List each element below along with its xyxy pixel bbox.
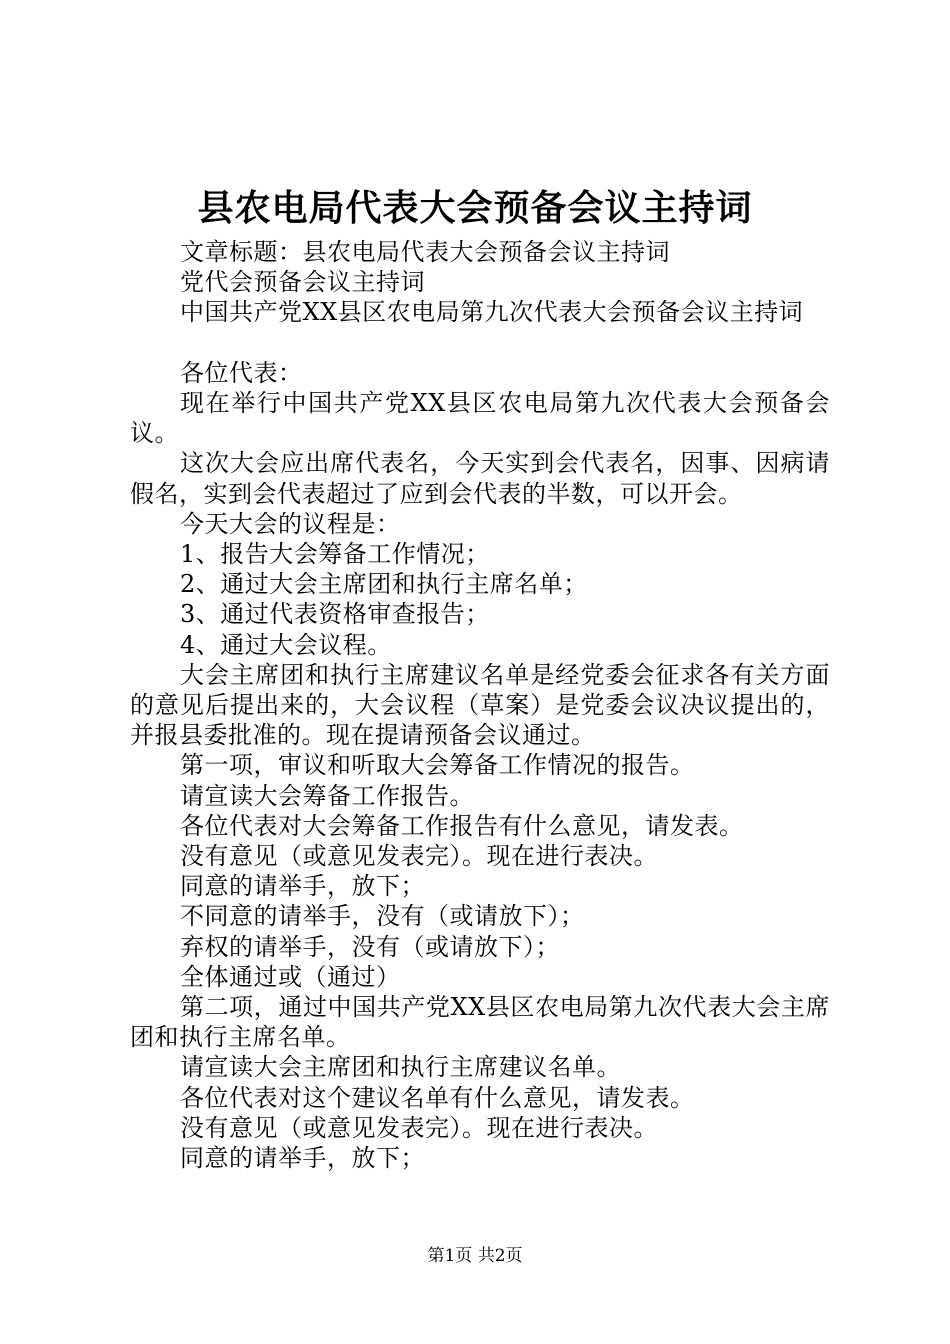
paragraph-full-title: 中国共产党XX县区农电局第九次代表大会预备会议主持词 — [180, 298, 804, 327]
agenda-item: 3、通过代表资格审查报告； — [180, 600, 490, 629]
paragraph: 请宣读大会筹备工作报告。 — [180, 781, 474, 810]
paragraph: 同意的请举手，放下； — [180, 1144, 425, 1173]
document-title: 县农电局代表大会预备会议主持词 — [197, 187, 753, 229]
paragraph: 第一项，审议和听取大会筹备工作情况的报告。 — [180, 751, 695, 780]
paragraph: 现在举行中国共产党XX县区农电局第九次代表大会预备会议。 — [130, 389, 830, 448]
paragraph-article-title: 文章标题：县农电局代表大会预备会议主持词 — [180, 238, 670, 266]
paragraph: 弃权的请举手，没有（或请放下）； — [180, 932, 560, 961]
paragraph: 没有意见（或意见发表完）。现在进行表决。 — [180, 842, 658, 871]
paragraph: 今天大会的议程是： — [180, 509, 401, 538]
paragraph: 不同意的请举手，没有（或请放下）； — [180, 902, 585, 931]
paragraph: 大会主席团和执行主席建议名单是经党委会征求各有关方面的意见后提出来的，大会议程（草案）是党委会议决议提出的，并报县委批准的。现在提请预备会议通过。 — [130, 660, 830, 750]
paragraph-salutation: 各位代表： — [180, 358, 303, 387]
blank-line — [130, 328, 830, 358]
document-body — [130, 237, 830, 1173]
paragraph-subtitle: 党代会预备会议主持词 — [180, 268, 425, 297]
paragraph: 全体通过或（通过） — [180, 962, 401, 991]
paragraph: 没有意见（或意见发表完）。现在进行表决。 — [180, 1113, 658, 1142]
paragraph: 同意的请举手，放下； — [180, 872, 425, 901]
paragraph: 各位代表对大会筹备工作报告有什么意见，请发表。 — [180, 811, 744, 840]
paragraph: 第二项，通过中国共产党XX县区农电局第九次代表大会主席团和执行主席名单。 — [130, 993, 830, 1052]
paragraph: 请宣读大会主席团和执行主席建议名单。 — [180, 1053, 621, 1082]
agenda-item: 2、通过大会主席团和执行主席名单； — [180, 570, 588, 599]
page-footer: 第1页 共2页 — [427, 1246, 523, 1266]
agenda-item: 4、通过大会议程。 — [180, 630, 392, 659]
paragraph: 这次大会应出席代表名，今天实到会代表名，因事、因病请假名，实到会代表超过了应到会代表的半数，可以开会。 — [130, 449, 830, 508]
paragraph: 各位代表对这个建议名单有什么意见，请发表。 — [180, 1083, 695, 1112]
agenda-item: 1、报告大会筹备工作情况； — [180, 540, 490, 569]
